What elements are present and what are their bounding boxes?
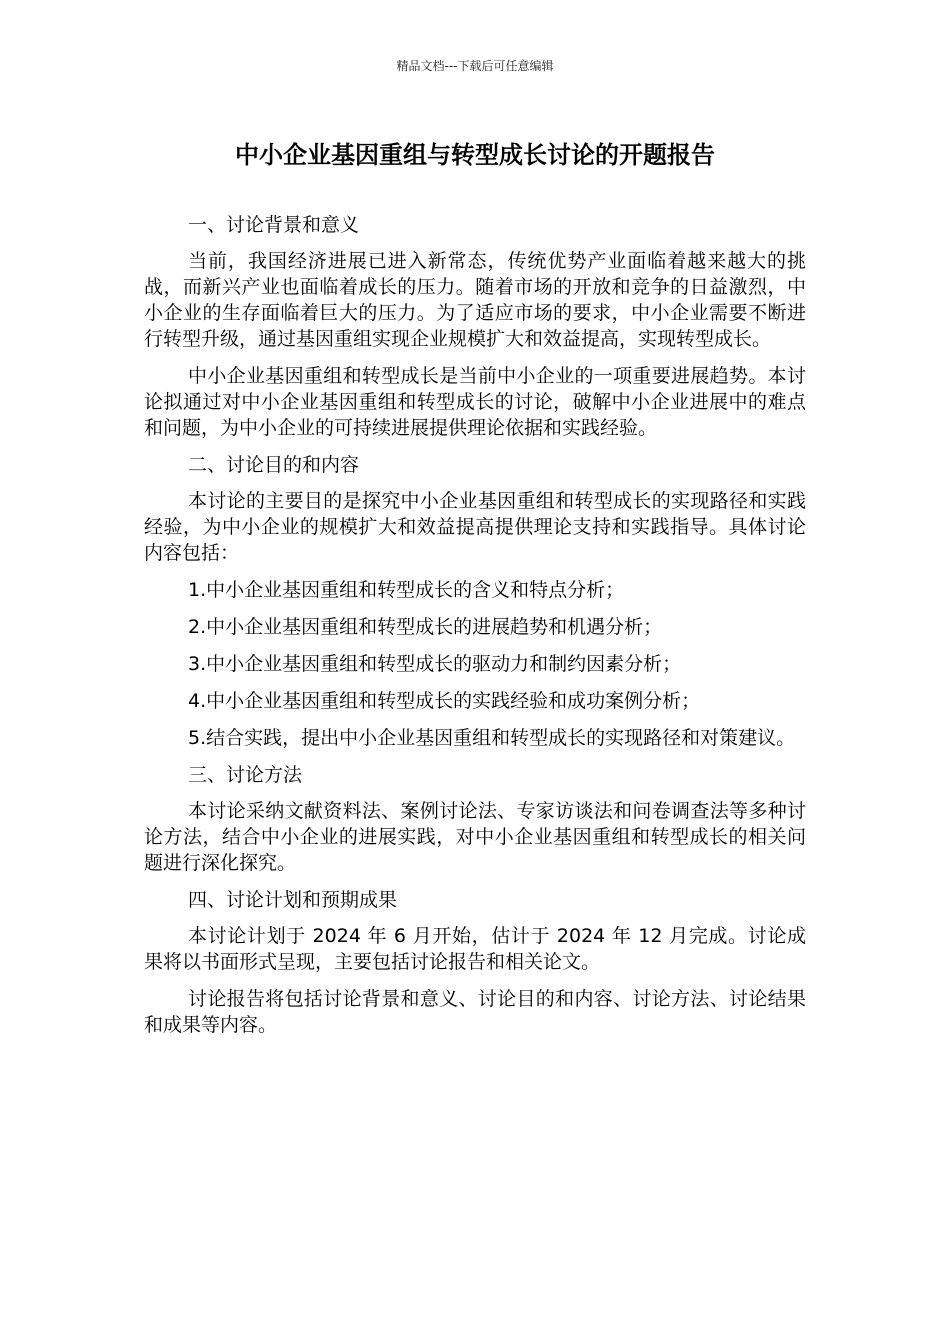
paragraph-plan-2: 讨论报告将包括讨论背景和意义、讨论目的和内容、讨论方法、讨论结果和成果等内容。 [144,988,806,1036]
paragraph-background-2: 中小企业基因重组和转型成长是当前中小企业的一项重要进展趋势。本讨论拟通过对中小企业基因重组和转型成长的讨论，破解中小企业进展中的难点和问题，为中小企业的可持续进展提供理论依据和实践经验。 [144,365,806,439]
list-item-5: 5.结合实践，提出中小企业基因重组和转型成长的实现路径和对策建议。 [188,727,796,749]
document-body [144,212,806,1049]
list-item-4: 4.中小企业基因重组和转型成长的实践经验和成功案例分析； [188,690,701,712]
paragraph-plan-1: 本讨论计划于 2024 年 6 月开始，估计于 2024 年 12 月完成。讨论成果将以书面形式呈现，主要包括讨论报告和相关论文。 [144,925,806,973]
section-heading-background: 一、讨论背景和意义 [188,214,360,236]
section-heading-objectives: 二、讨论目的和内容 [188,454,360,476]
list-item-2: 2.中小企业基因重组和转型成长的进展趋势和机遇分析； [188,616,663,638]
list-item-3: 3.中小企业基因重组和转型成长的驱动力和制约因素分析； [188,653,682,675]
paragraph-methods: 本讨论采纳文献资料法、案例讨论法、专家访谈法和问卷调查法等多种讨论方法，结合中小企业的进展实践，对中小企业基因重组和转型成长的相关问题进行深化探究。 [144,800,806,874]
section-heading-plan: 四、讨论计划和预期成果 [188,889,398,911]
document-title: 中小企业基因重组与转型成长讨论的开题报告 [235,141,715,169]
page-header-note: 精品文档---下载后可任意编辑 [396,59,554,73]
section-heading-methods: 三、讨论方法 [188,764,303,786]
paragraph-background-1: 当前，我国经济进展已进入新常态，传统优势产业面临着越来越大的挑战，而新兴产业也面临着成长的压力。随着市场的开放和竞争的日益激烈，中小企业的生存面临着巨大的压力。为了适应市场的要求，中小企业需要不断进行转型升级，通过基因重组实现企业规模扩大和效益提高，实现转型成长。 [144,250,806,350]
list-item-1: 1.中小企业基因重组和转型成长的含义和特点分析； [188,579,625,601]
paragraph-objectives: 本讨论的主要目的是探究中小企业基因重组和转型成长的实现路径和实践经验，为中小企业的规模扩大和效益提高提供理论支持和实践指导。具体讨论内容包括： [144,490,806,564]
